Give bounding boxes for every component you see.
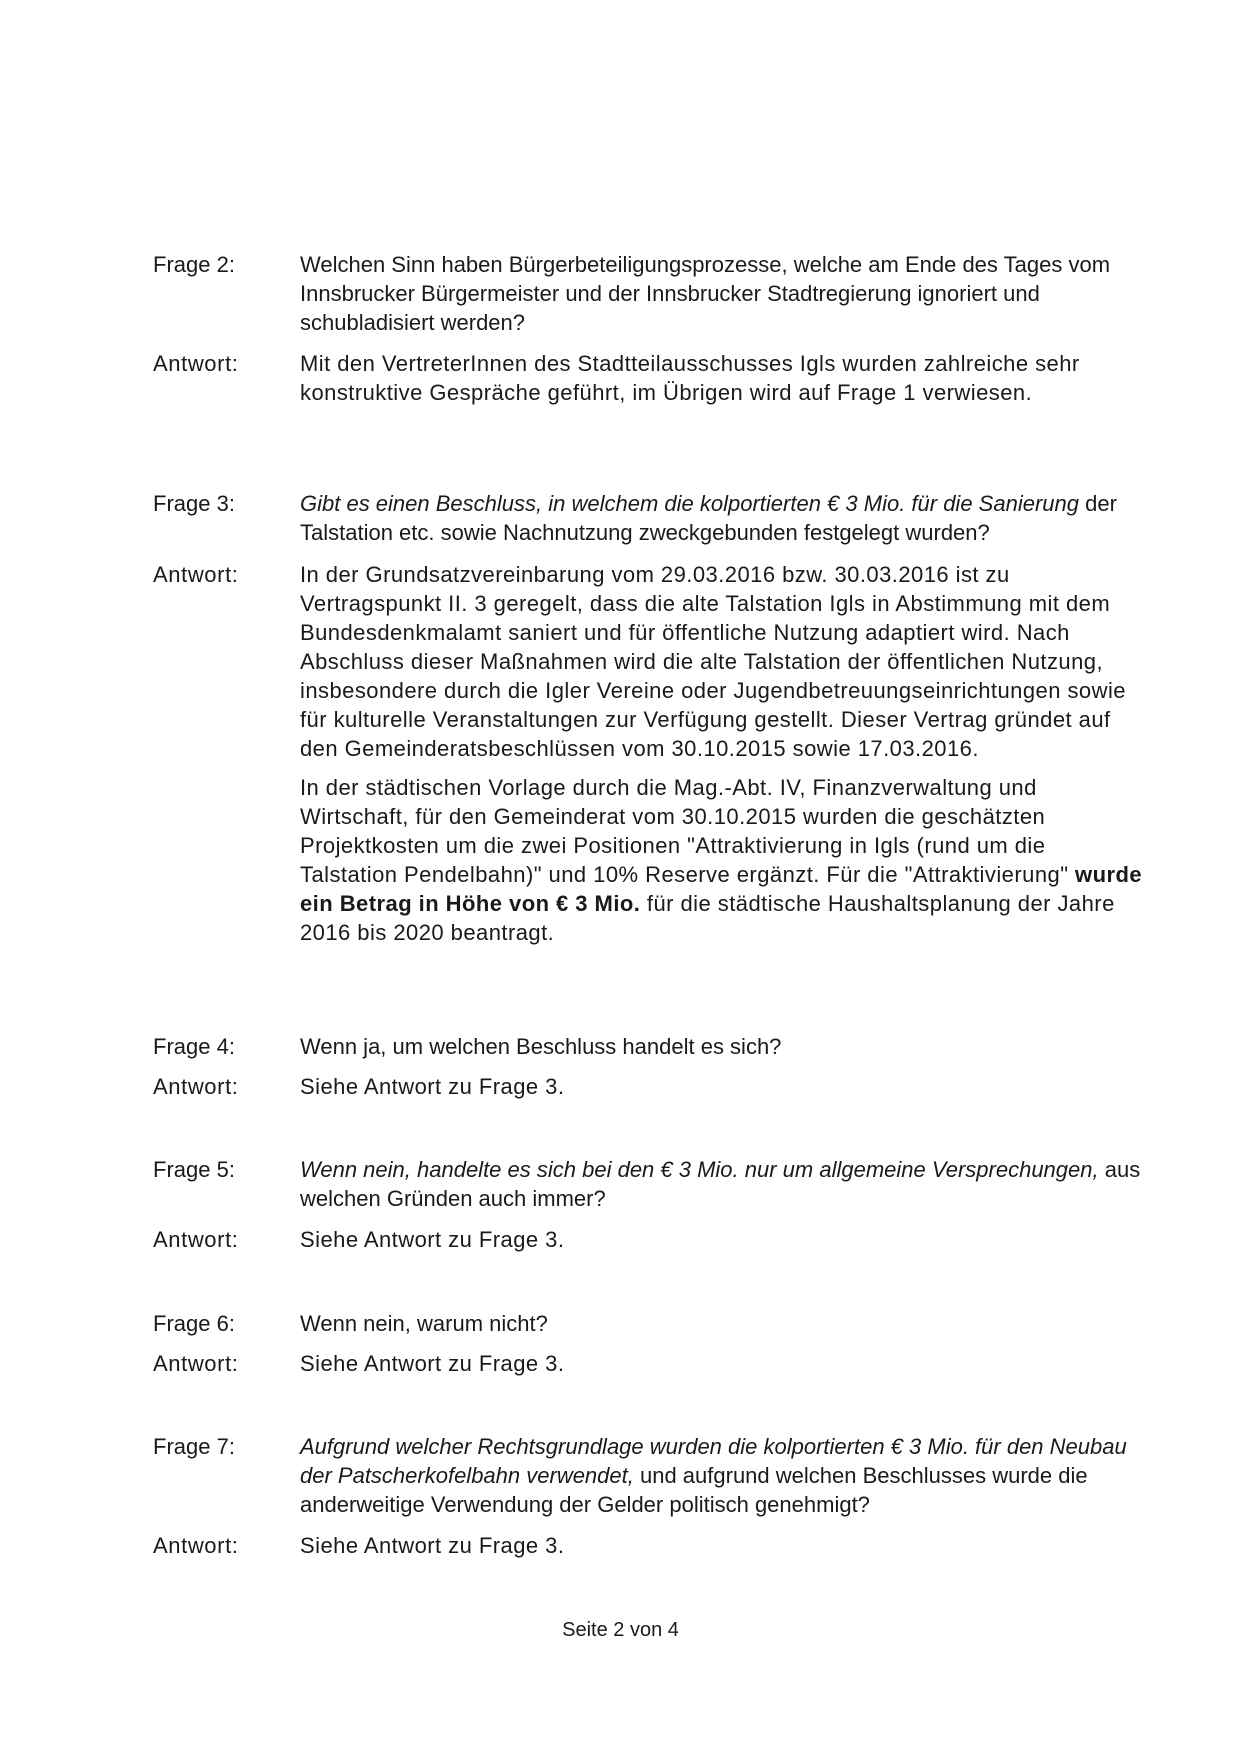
answer-6-row <box>153 1349 1143 1378</box>
answer-2-text: Mit den VertreterInnen des Stadtteilausschusses Igls wurden zahlreiche sehr konstruktive Gespräche geführt, im Übrigen wird auf Frage 1 verwiesen. <box>300 351 1080 405</box>
question-5-label: Frage 5: <box>153 1157 235 1182</box>
answer-3-paragraph-2-start: In der städtischen Vorlage durch die Mag.-Abt. IV, Finanzverwaltung und Wirtschaft, für den Gemeinderat vom 30.10.2015 wurden die geschätzten Projektkosten um die zwei Positionen "Attraktivierung in Igls (rund um die Talstation Pendelbahn)" und 10% Reserve ergänzt. Für die "Attraktivierung" <box>300 775 1076 887</box>
question-3-text <box>300 489 1143 547</box>
question-4-text: Wenn ja, um welchen Beschluss handelt es sich? <box>300 1034 782 1059</box>
answer-2-row <box>153 349 1143 407</box>
answer-3-paragraph-2-bold: wurde ein Betrag in Höhe von € 3 Mio. <box>300 862 1143 916</box>
question-6-row <box>153 1309 1143 1338</box>
question-7-text-italic: Aufgrund welcher Rechtsgrundlage wurden die kolportierten € 3 Mio. für den Neubau der Patscherkofelbahn verwendet, <box>300 1434 1127 1488</box>
answer-4-label: Antwort: <box>153 1074 239 1099</box>
question-5-text-rest: aus welchen Gründen auch immer? <box>300 1157 1141 1211</box>
question-7-row <box>153 1432 1143 1519</box>
answer-3-label: Antwort: <box>153 562 239 587</box>
answer-3-paragraph-1: In der Grundsatzvereinbarung vom 29.03.2016 bzw. 30.03.2016 ist zu Vertragspunkt II. 3 geregelt, dass die alte Talstation Igls in Abstimmung mit dem Bundesdenkmalamt saniert und für öffentliche Nutzung adaptiert wird. Nach Abschluss dieser Maßnahmen wird die alte Talstation der öffentlichen Nutzung, insbesondere durch die Igler Vereine oder Jugendbetreuungseinrichtungen sowie für kulturelle Veranstaltungen zur Verfügung gestellt. Dieser Vertrag gründet auf den Gemeinderatsbeschlüssen vom 30.10.2015 sowie 17.03.2016. <box>300 562 1126 761</box>
question-7-text-rest: und aufgrund welchen Beschlusses wurde die anderweitige Verwendung der Gelder politisch genehmigt? <box>300 1463 1088 1517</box>
question-6-label: Frage 6: <box>153 1311 235 1336</box>
answer-7-row <box>153 1531 1143 1560</box>
question-2-text: Welchen Sinn haben Bürgerbeteiligungsprozesse, welche am Ende des Tages vom Innsbrucker Bürgermeister und der Innsbrucker Stadtregierung ignoriert und schubladisiert werden? <box>300 252 1111 335</box>
answer-2-label: Antwort: <box>153 351 239 376</box>
answer-3-row <box>153 560 1143 947</box>
question-4-row <box>153 1032 1143 1061</box>
question-3-text-rest: der Talstation etc. sowie Nachnutzung zweckgebunden festgelegt wurden? <box>300 491 1117 545</box>
answer-3-text <box>300 560 1143 947</box>
question-5-text-italic: Wenn nein, handelte es sich bei den € 3 Mio. nur um allgemeine Versprechungen, <box>300 1157 1099 1182</box>
answer-3-paragraph-2-end: für die städtische Haushaltsplanung der Jahre 2016 bis 2020 beantragt. <box>300 891 1115 945</box>
answer-6-label: Antwort: <box>153 1351 239 1376</box>
question-7-text <box>300 1432 1143 1519</box>
answer-7-label: Antwort: <box>153 1533 239 1558</box>
answer-5-row <box>153 1225 1143 1254</box>
question-5-text <box>300 1155 1143 1213</box>
question-3-label: Frage 3: <box>153 491 235 516</box>
question-2-label: Frage 2: <box>153 252 235 277</box>
question-5-row <box>153 1155 1143 1213</box>
question-3-row <box>153 489 1143 547</box>
answer-4-row <box>153 1072 1143 1101</box>
answer-5-text: Siehe Antwort zu Frage 3. <box>300 1227 565 1252</box>
question-6-text: Wenn nein, warum nicht? <box>300 1311 548 1336</box>
answer-6-text: Siehe Antwort zu Frage 3. <box>300 1351 565 1376</box>
question-7-label: Frage 7: <box>153 1434 235 1459</box>
question-4-label: Frage 4: <box>153 1034 235 1059</box>
answer-5-label: Antwort: <box>153 1227 239 1252</box>
answer-3-paragraph-2 <box>300 773 1143 947</box>
question-3-text-italic: Gibt es einen Beschluss, in welchem die kolportierten € 3 Mio. für die Sanierung <box>300 491 1079 516</box>
page-number: Seite 2 von 4 <box>562 1619 679 1641</box>
answer-7-text: Siehe Antwort zu Frage 3. <box>300 1533 565 1558</box>
answer-4-text: Siehe Antwort zu Frage 3. <box>300 1074 565 1099</box>
question-2-row <box>153 250 1143 337</box>
